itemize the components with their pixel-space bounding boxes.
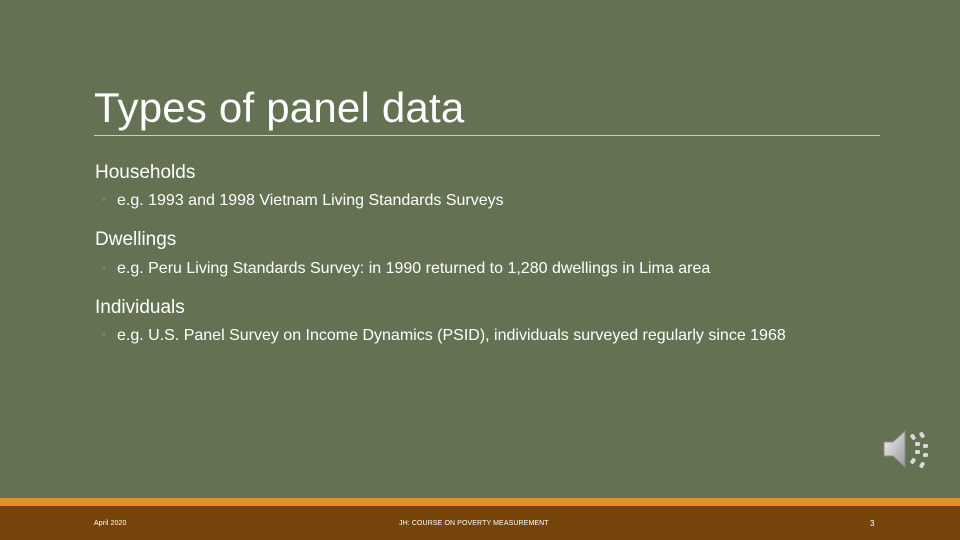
speaker-audio-icon[interactable] <box>880 425 932 473</box>
footer-course-title: JH: COURSE ON POVERTY MEASUREMENT <box>399 520 549 527</box>
bullet-individuals <box>102 325 786 346</box>
heading-individuals: Individuals <box>95 297 185 318</box>
page-number: 3 <box>870 519 875 528</box>
slide-title: Types of panel data <box>94 84 465 131</box>
footer-date: April 2020 <box>94 520 127 527</box>
bullet-text: e.g. Peru Living Standards Survey: in 1990 returned to 1,280 dwellings in Lima area <box>117 260 711 277</box>
bullet-marker: ◦ <box>102 194 106 206</box>
heading-households: Households <box>95 162 196 183</box>
footer-band <box>0 506 960 540</box>
footer-accent-stripe <box>0 498 960 506</box>
bullet-marker: ◦ <box>102 262 106 274</box>
bullet-text: e.g. U.S. Panel Survey on Income Dynamics (PSID), individuals surveyed regularly since 1968 <box>117 327 786 344</box>
bullet-dwellings <box>102 258 710 279</box>
bullet-text: e.g. 1993 and 1998 Vietnam Living Standards Surveys <box>117 192 504 209</box>
bullet-marker: ◦ <box>102 329 106 341</box>
heading-dwellings: Dwellings <box>95 229 177 250</box>
bullet-households <box>102 190 504 211</box>
title-divider <box>94 135 880 136</box>
